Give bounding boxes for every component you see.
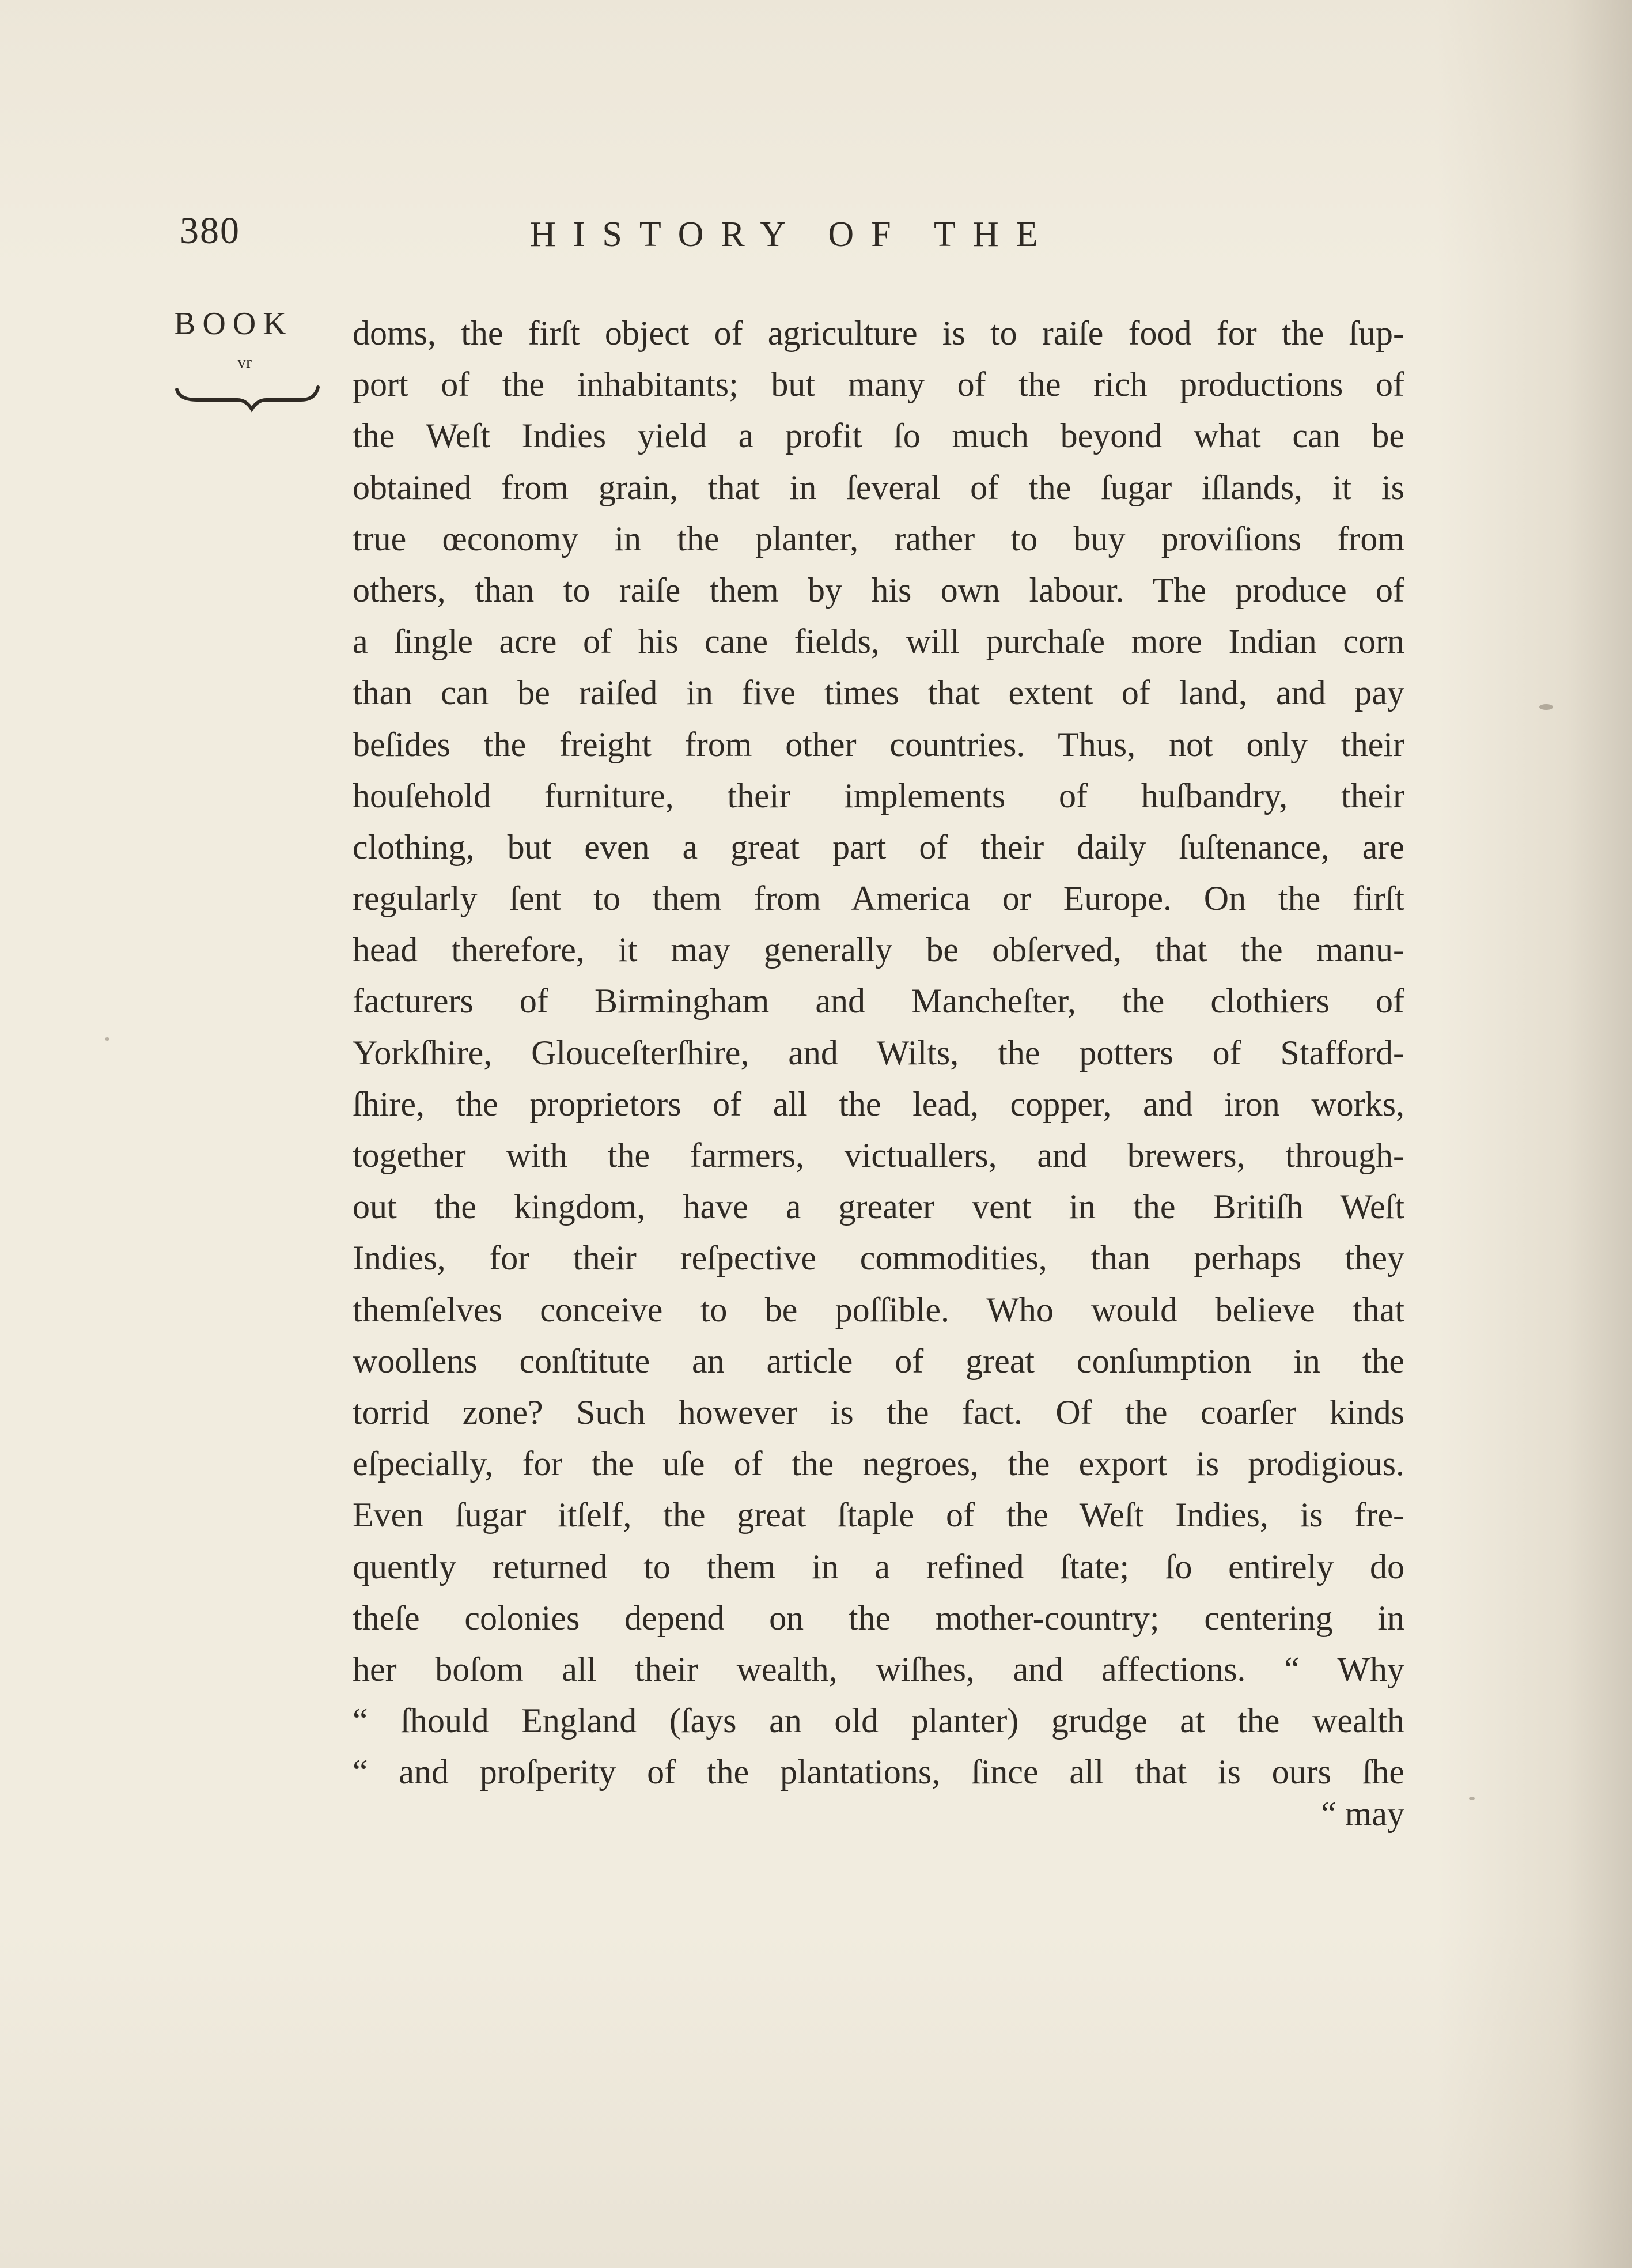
book-label: BOOK	[174, 306, 293, 342]
text-line: together with the farmers, victuallers, and brewers, through-	[353, 1136, 1404, 1174]
text-line: doms, the firſt object of agriculture is to raiſe food for the ſup-	[353, 314, 1404, 352]
text-line: head therefore, it may generally be obſerved, that the manu-	[353, 931, 1404, 969]
text-line: her boſom all their wealth, wiſhes, and affections. “ Why	[353, 1650, 1404, 1688]
text-line: others, than to raiſe them by his own labour. The produce of	[353, 570, 1404, 609]
text-line: Yorkſhire, Glouceſterſhire, and Wilts, the potters of Stafford-	[353, 1033, 1404, 1072]
text-line: torrid zone? Such however is the fact. Of the coarſer kinds	[353, 1393, 1404, 1431]
text-line: out the kingdom, have a greater vent in the Britiſh Weſt	[353, 1188, 1404, 1226]
page-number: 380	[180, 210, 240, 252]
text-line: than can be raiſed in five times that extent of land, and pay	[353, 674, 1404, 712]
catchword: “ may	[1321, 1795, 1404, 1833]
text-line: Even ſugar itſelf, the great ſtaple of the Weſt Indies, is fre-	[353, 1496, 1404, 1534]
text-line: a ſingle acre of his cane fields, will purchaſe more Indian corn	[353, 622, 1404, 661]
paper-speck	[1469, 1797, 1475, 1800]
text-line: quently returned to them in a refined ſtate; ſo entirely do	[353, 1547, 1404, 1586]
text-line: houſehold furniture, their implements of huſbandry, their	[353, 776, 1404, 815]
text-line: the Weſt Indies yield a profit ſo much beyond what can be	[353, 417, 1404, 455]
body-text	[353, 308, 1404, 1798]
text-line: woollens conſtitute an article of great conſumption in the	[353, 1341, 1404, 1380]
brace-icon	[174, 383, 324, 417]
volume-label: vr	[237, 353, 252, 372]
paper-speck	[1539, 704, 1553, 710]
text-line: ſhire, the proprietors of all the lead, copper, and iron works,	[353, 1084, 1404, 1123]
text-line: theſe colonies depend on the mother-country; centering in	[353, 1598, 1404, 1637]
text-line: eſpecially, for the uſe of the negroes, the export is prodigious.	[353, 1445, 1404, 1483]
text-line: port of the inhabitants; but many of the rich productions of	[353, 365, 1404, 404]
running-head: HISTORY OF THE	[530, 215, 1055, 254]
text-line: regularly ſent to them from America or Europe. On the firſt	[353, 879, 1404, 918]
text-line: true œconomy in the planter, rather to buy proviſions from	[353, 519, 1404, 558]
text-line: “ ſhould England (ſays an old planter) grudge at the wealth	[353, 1702, 1404, 1740]
paper-speck	[105, 1037, 109, 1041]
text-line: beſides the freight from other countries. Thus, not only their	[353, 725, 1404, 763]
text-line: Indies, for their reſpective commodities, than perhaps they	[353, 1239, 1404, 1277]
text-line: themſelves conceive to be poſſible. Who would believe that	[353, 1290, 1404, 1329]
text-line: clothing, but even a great part of their daily ſuſtenance, are	[353, 827, 1404, 866]
text-line: facturers of Birmingham and Mancheſter, the clothiers of	[353, 982, 1404, 1020]
text-line: obtained from grain, that in ſeveral of the ſugar iſlands, it is	[353, 468, 1404, 506]
text-line: “ and proſperity of the plantations, ſince all that is ours ſhe	[353, 1753, 1404, 1791]
margin-note	[174, 306, 324, 372]
